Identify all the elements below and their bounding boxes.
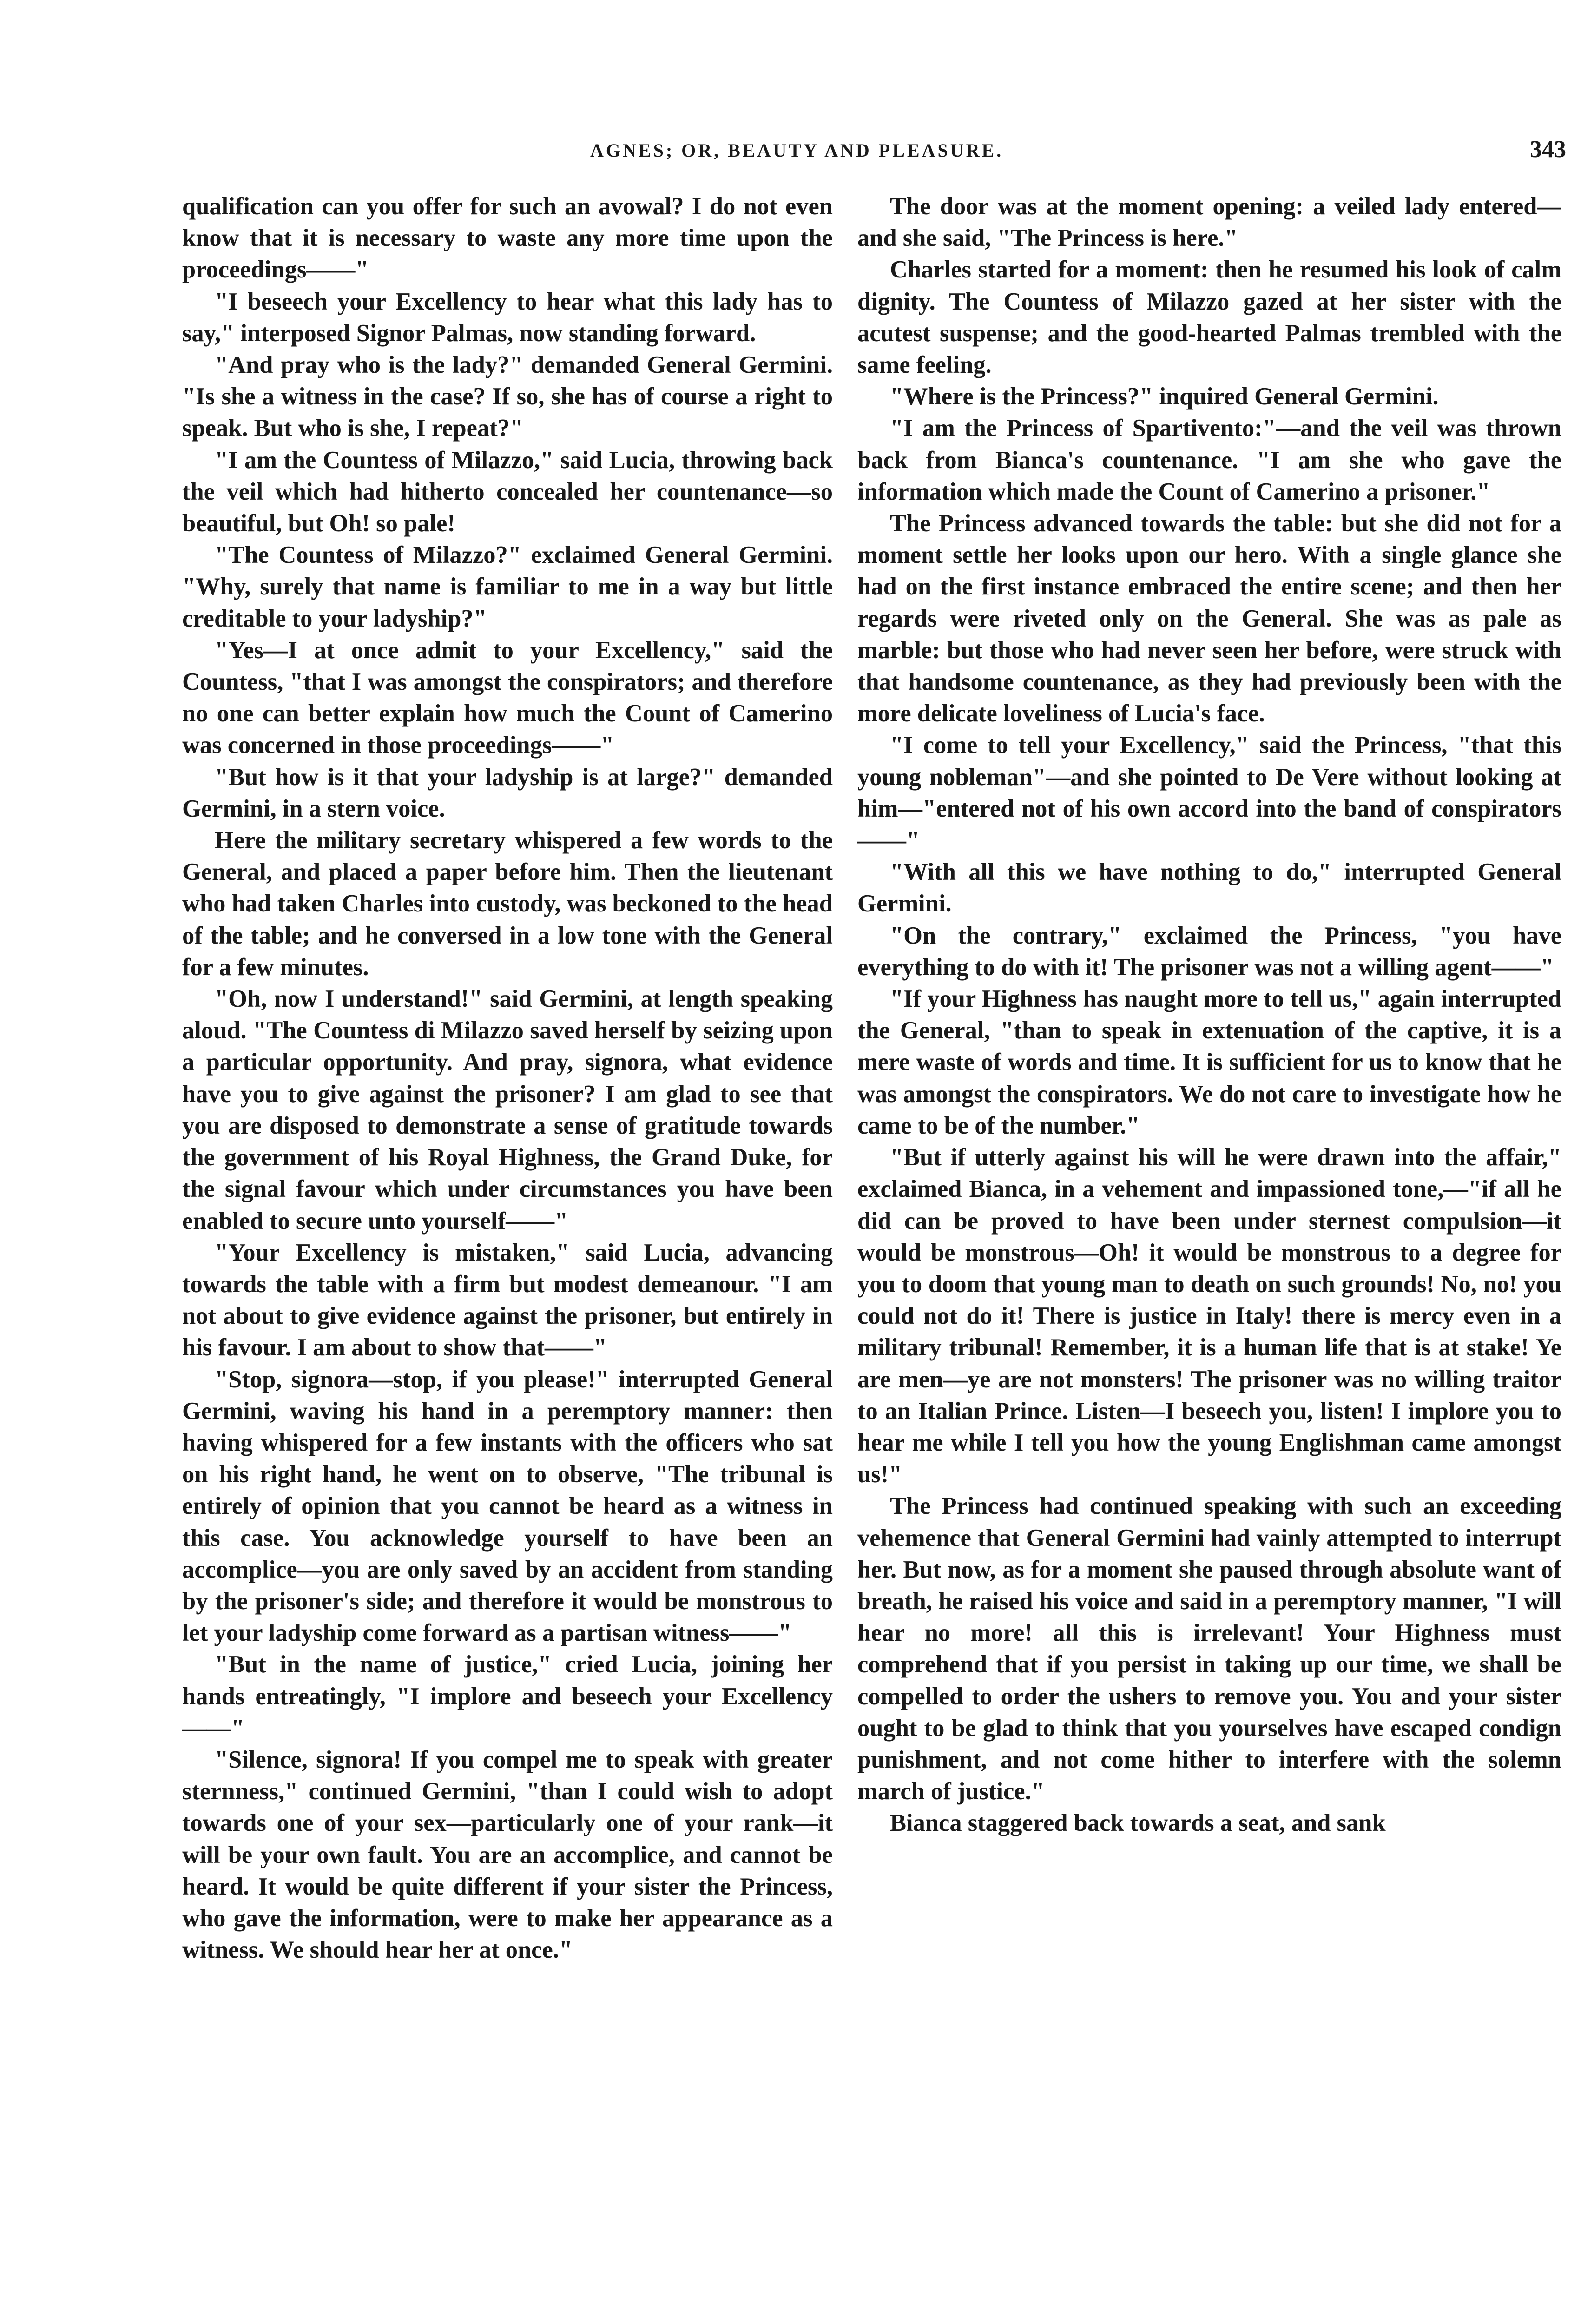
paragraph: "And pray who is the lady?" demanded General Germini. "Is she a witness in the case? If so, she has of course a right to speak. But who is she, I repeat?" (182, 351, 833, 442)
paragraph: Charles started for a moment: then he resumed his look of calm dignity. The Countess of Milazzo gazed at her sister with the acutest suspense; and the good-hearted Palmas trembled with the same feeling. (857, 256, 1561, 379)
paragraph: "Yes—I at once admit to your Excellency," said the Countess, "that I was amongst the conspirators; and therefore no one can better explain how much the Count of Camerino was concerned in those proceedings——" (182, 636, 833, 759)
paragraph: "The Countess of Milazzo?" exclaimed General Germini. "Why, surely that name is familiar to me in a way but little creditable to your ladyship?" (182, 541, 833, 632)
paragraph: "Silence, signora! If you compel me to speak with greater sternness," continued Germini, "than I could wish to adopt towards one of your sex—particularly one of your rank—it will be your own fault. You are an accomplice, and cannot be heard. It would be quite different if your sister the Princess, who gave the information, were to make her appearance as a witness. We should hear her at once." (182, 1746, 833, 1964)
paragraph: "But if utterly against his will he were drawn into the affair," exclaimed Bianca, in a vehement and impassioned tone,—"if all he did can be proved to have been under sternest compulsion—it would be monstrous—Oh! it would be monstrous to a degree for you to doom that young man to death on such grounds! No, no! you could not do it! There is justice in Italy! there is mercy even in a military tribunal! Remember, it is a human life that is at stake! Ye are men—ye are not monsters! The prisoner was no willing traitor to an Italian Prince. Listen—I beseech you, listen! I implore you to hear me while I tell you how the young Englishman came amongst us!" (857, 1144, 1561, 1488)
paragraph: Bianca staggered back towards a seat, and sank (890, 1809, 1386, 1837)
right-column (857, 191, 1561, 2310)
paragraph: "If your Highness has naught more to tell us," again interrupted the General, "than to speak in extenuation of the captive, it is a mere waste of words and time. It is sufficient for us to know that he was amongst the conspirators. We do not care to investigate how he came to be of the number." (857, 985, 1561, 1139)
paragraph: "But in the name of justice," cried Lucia, joining her hands entreatingly, "I implore and beseech your Excellency——" (182, 1651, 833, 1742)
running-title: AGNES; OR, BEAUTY AND PLEASURE. (590, 140, 1004, 161)
paragraph: "With all this we have nothing to do," interrupted General Germini. (857, 858, 1561, 918)
paragraph: "I come to tell your Excellency," said the Princess, "that this young nobleman"—and she pointed to De Vere without looking at him—"entered not of his own accord into the band of conspirators——" (857, 732, 1561, 854)
paragraph: "Oh, now I understand!" said Germini, at length speaking aloud. "The Countess di Milazzo saved herself by seizing upon a particular opportunity. And pray, signora, what evidence have you to give against the prisoner? I am glad to see that you are disposed to demonstrate a sense of gratitude towards the government of his Royal Highness, the Grand Duke, for the signal favour which under circumstances you have been enabled to secure unto yourself——" (182, 985, 833, 1235)
paragraph: "But how is it that your ladyship is at large?" demanded Germini, in a stern voice. (182, 763, 833, 822)
paragraph: Here the military secretary whispered a few words to the General, and placed a paper before him. Then the lieutenant who had taken Charles into custody, was beckoned to the head of the table; and he conversed in a low tone with the General for a few minutes. (182, 827, 833, 981)
paragraph: "I am the Princess of Spartivento:"—and the veil was thrown back from Bianca's countenance. "I am she who gave the information which made the Count of Camerino a prisoner." (857, 415, 1561, 505)
paragraph: "I beseech your Excellency to hear what this lady has to say," interposed Signor Palmas, now standing forward. (182, 288, 833, 347)
page-number: 343 (1530, 136, 1566, 163)
paragraph: "Stop, signora—stop, if you please!" interrupted General Germini, waving his hand in a peremptory manner: then having whispered for a few instants with the officers who sat on his right hand, he went on to observe, "The tribunal is entirely of opinion that you cannot be heard as a witness in this case. You acknowledge yourself to have been an accomplice—you are only saved by an accident from standing by the prisoner's side; and therefore it would be monstrous to let your ladyship come forward as a partisan witness——" (182, 1366, 833, 1647)
paragraph: The door was at the moment opening: a veiled lady entered—and she said, "The Princess is here." (857, 193, 1561, 252)
paragraph: qualification can you offer for such an avowal? I do not even know that it is necessary to waste any more time upon the proceedings——" (182, 193, 833, 284)
paragraph: "Your Excellency is mistaken," said Lucia, advancing towards the table with a firm but modest demeanour. "I am not about to give evidence against the prisoner, but entirely in his favour. I am about to show that——" (182, 1239, 833, 1361)
paragraph: "On the contrary," exclaimed the Princess, "you have everything to do with it! The prisoner was not a willing agent——" (857, 922, 1561, 981)
paragraph: The Princess had continued speaking with such an exceeding vehemence that General Germini had vainly attempted to interrupt her. But now, as for a moment she paused through absolute want of breath, he raised his voice and said in a peremptory manner, "I will hear no more! all this is irrelevant! Your Highness must comprehend that if you persist in taking up our time, we shall be compelled to order the ushers to remove you. You and your sister ought to be glad to think that you yourselves have escaped condign punishment, and not come hither to interfere with the solemn march of justice." (857, 1492, 1561, 1805)
paragraph: "Where is the Princess?" inquired General Germini. (890, 383, 1439, 410)
paragraph: "I am the Countess of Milazzo," said Lucia, throwing back the veil which had hitherto concealed her countenance—so beautiful, but Oh! so pale! (182, 446, 833, 537)
running-head (181, 136, 1566, 167)
left-column (182, 191, 833, 2310)
paragraph: The Princess advanced towards the table: but she did not for a moment settle her looks upon our hero. With a single glance she had on the first instance embraced the entire scene; and then her regards were riveted only on the General. She was as pale as marble: but those who had never seen her before, were struck with that handsome countenance, as they had previously been with the more delicate loveliness of Lucia's face. (857, 510, 1561, 727)
